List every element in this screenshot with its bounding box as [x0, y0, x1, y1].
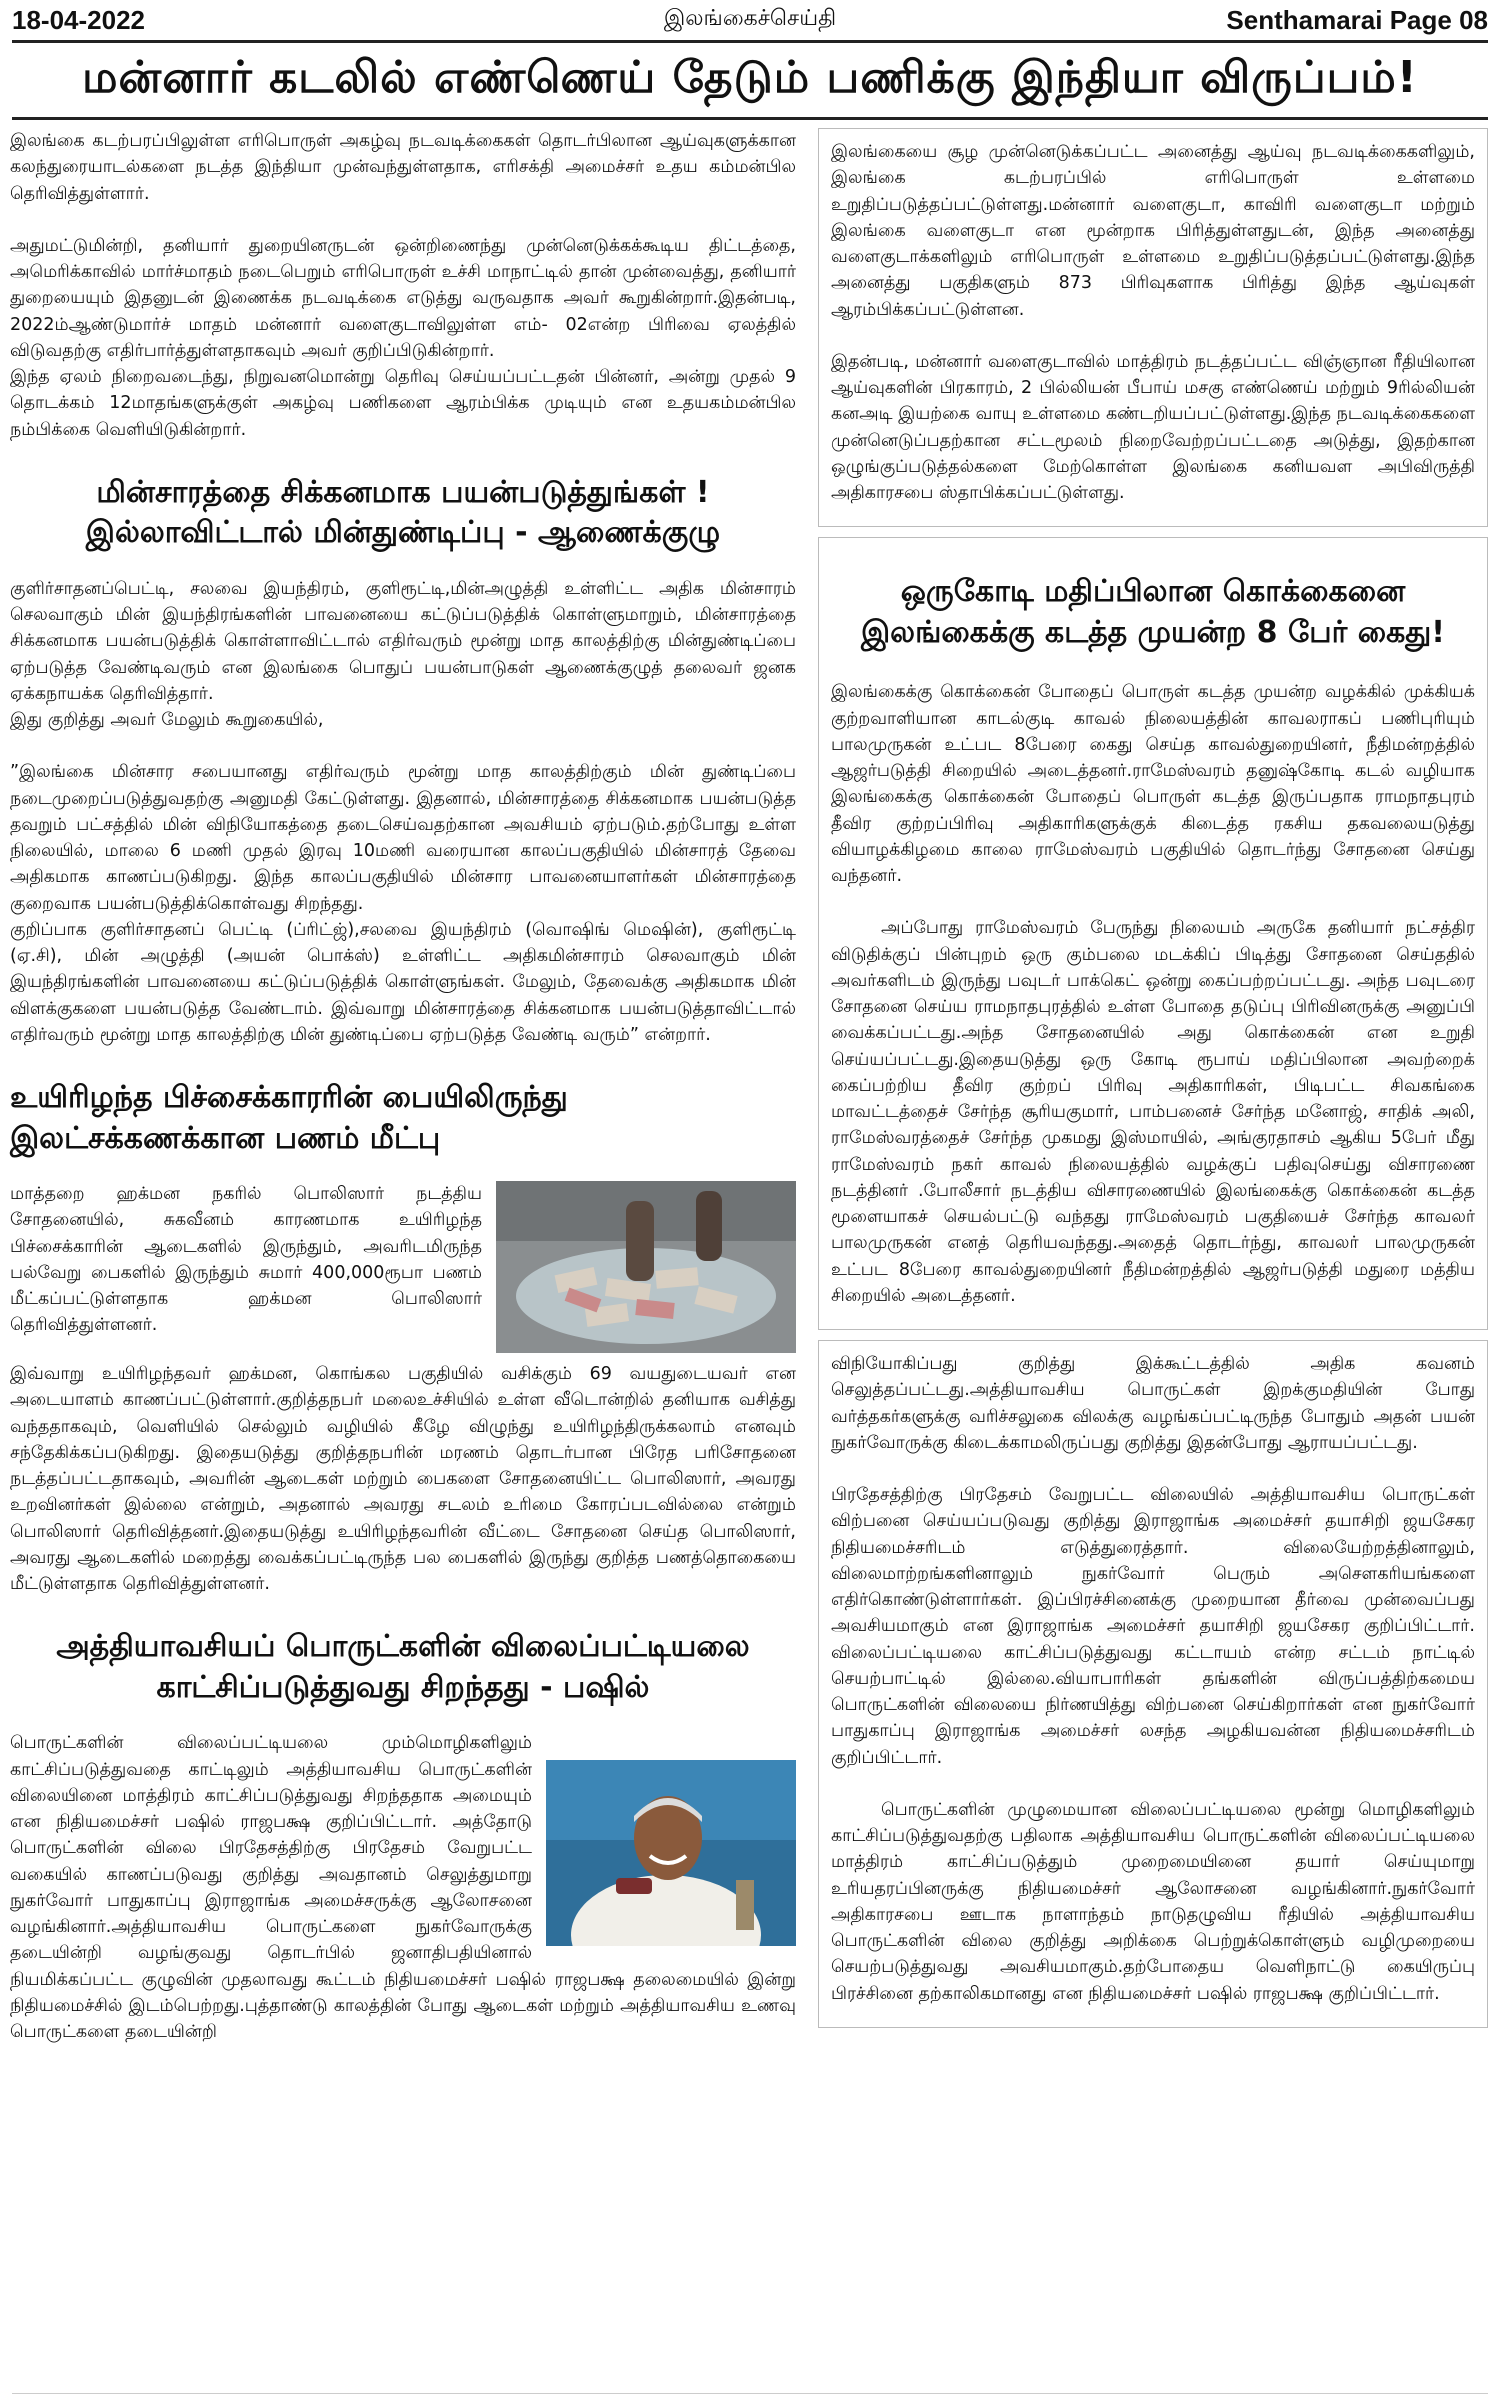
article-electricity [10, 473, 796, 1048]
article-title [10, 1078, 796, 1159]
article-paragraph: மாத்தறை ஹக்மன நகரில் பொலிஸார் நடத்திய சோதனையில், சுகவீனம் காரணமாக உயிரிழந்த பிச்சைக்காரின் ஆடைகளில் இருந்தும், அவரிடமிருந்த பல்வேறு பைகளில் இருந்தும் சுமார் 400,000ரூபா பணம் மீட்கப்பட்டுள்ளதாக ஹக்மன பொலிஸார் தெரிவித்துள்ளனர். [10, 1184, 482, 1336]
article-paragraph: இலங்கை கடற்பரப்பிலுள்ள எரிபொருள் அகழ்வு நடவடிக்கைகள் தொடர்பிலான ஆய்வுகளுக்கான கலந்துரையாடல்களை நடத்த இந்தியா முன்வந்துள்ளதாக, எரிசக்தி அமைச்சர் உதய கம்மன்பில தெரிவித்துள்ளார். [10, 131, 796, 204]
headline-text: மன்னார் கடலில் எண்ணெய் தேடும் பணிக்கு இந்தியா விருப்பம்! [82, 51, 1418, 103]
article-paragraph: அப்போது ராமேஸ்வரம் பேருந்து நிலையம் அருகே தனியார் நட்சத்திர விடுதிக்குப் பின்புறம் ஒரு கும்பலை மடக்கிப் பிடித்து சோதனை செய்ததில் அவர்களிடம் இருந்து பவுடர் பாக்கெட் ஒன்று கைப்பற்றப்பட்டது. அந்த பவுடரை சோதனை செய்ய ராமநாதபுரத்தில் உள்ள போதை தடுப்பு பிரிவினருக்கு அனுப்பி வைக்கப்பட்டது.அந்த சோதனையில் அது கொக்கைன் என உறுதி செய்யப்பட்டது.இதையடுத்து ஒரு கோடி ரூபாய் மதிப்பிலான அவற்றைக் கைப்பற்றிய தீவிர குற்றப் பிரிவு அதிகாரிகள், பிடிபட்ட சிவகங்கை மாவட்டத்தைச் சேர்ந்த சூரியகுமார், பாம்பனைச் சேர்ந்த மனோஜ், சாதிக் அலி, ராமேஸ்வரத்தைச் சேர்ந்த முகமது இஸ்மாயில், அங்குரதாசம் ஆகிய 5பேர் மீது ராமேஸ்வரம் நகர் காவல் நிலையத்தில் வழக்குப் பதிவுசெய்து விசாரணை நடத்தினர் .போலீசார் நடத்திய விசாரணையில் இலங்கைக்கு கொக்கைன் கடத்த மூளையாகச் செயல்பட்டு வந்தது ராமேஸ்வரம் பகுதியைச் சேர்ந்த காவலர் பாலமுருகன் எனத் தெரியவந்தது.அதைத் தொடர்ந்து, காவலர் பாலமுருகன் உட்பட 8பேரை காவல்துறையினர் நீதிமன்றத்தில் ஆஜர்படுத்தி மதுரை மத்திய சிறையில் அடைத்தனர். [831, 918, 1475, 1306]
article-title [10, 473, 796, 554]
article-paragraph: பொருட்களின் விலைப்பட்டியலை மும்மொழிகளிலும் காட்சிப்படுத்துவதை காட்டிலும் அத்தியாவசிய பொருட்களின் விலையினை மாத்திரம் காட்சிப்படுத்துவது சிறந்ததாக அமையும் என நிதியமைச்சர் பஷில் ராஜபக்ஷ குறிப்பிட்டார். அத்தோடு பொருட்களின் விலை பிரதேசத்திற்கு பிரதேசம் வேறுபட்ட வகையில் காணப்படுவது குறித்து அவதானம் செலுத்துமாறு நுகர்வோர் பாதுகாப்பு இராஜாங்க அமைச்சருக்கு ஆலோசனை வழங்கினார்.அத்தியாவசிய பொருட்களை நுகர்வோருக்கு தடையின்றி வழங்குவது தொடர்பில் ஜனாதிபதியினால் நியமிக்கப்பட்ட குழுவின் முதலாவது கூட்டம் நிதியமைச்சர் பஷில் ராஜபக்ஷ தலைமையில் இன்று நிதியமைச்சில் இடம்பெற்றது.புத்தாண்டு காலத்தின் போது ஆடைகள் மற்றும் அத்தியாவசிய உணவு பொருட்களை தடையின்றி [10, 1733, 796, 2042]
title-line: இல்லாவிட்டால் மின்துண்டிப்பு - ஆணைக்குழு [85, 515, 721, 551]
main-headline [12, 43, 1488, 120]
article-title [831, 572, 1475, 653]
cocaine-article-box [818, 537, 1488, 1330]
oil-exploration-continued-box [818, 128, 1488, 527]
article-title [10, 1627, 796, 1708]
title-line: மின்சாரத்தை சிக்கனமாக பயன்படுத்துங்கள் ! [96, 474, 710, 510]
page-label: Senthamarai Page 08 [1226, 4, 1488, 35]
article-paragraph: இலங்கைக்கு கொக்கைன் போதைப் பொருள் கடத்த முயன்ற வழக்கில் முக்கியக் குற்றவாளியான காடல்குடி காவல் நிலையத்தின் காவலராகப் பணிபுரியும் பாலமுருகன் உட்பட 8பேரை கைது செய்த காவல்துறையினர், நீதிமன்றத்தில் ஆஜர்படுத்தி சிறையில் அடைத்தனர்.ராமேஸ்வரம் தனுஷ்கோடி கடல் வழியாக இலங்கைக்கு கொக்கைன் போதைப் பொருள் கடத்த இருப்பதாக ராமநாதபுரம் தீவிர குற்றப்பிரிவு அதிகாரிகளுக்குக் கிடைத்த ரகசிய தகவலையடுத்து வியாழக்கிழமை காலை ராமேஸ்வரம் பகுதியில் தொடர்ந்து சோதனை செய்து வந்தனர். [831, 682, 1475, 886]
article-paragraph: பிரதேசத்திற்கு பிரதேசம் வேறுபட்ட விலையில் அத்தியாவசிய பொருட்கள் விற்பனை செய்யப்படுவது குறித்து இராஜாங்க அமைச்சர் தயாசிறி ஜயசேகர நிதியமைச்சரிடம் எடுத்துரைத்தார். விலையேற்றத்தினாலும், விலைமாற்றங்களினாலும் நுகர்வோர் பெரும் அசௌகரியங்களை எதிர்கொண்டுள்ளார்கள். இப்பிரச்சினைக்கு முறையான தீர்வை முன்வைப்பது அவசியமாகும் என இராஜாங்க அமைச்சர் தயாசிறி ஜயசேகர குறிப்பிட்டார். விலைப்பட்டியலை காட்சிப்படுத்துவது கட்டாயம் என்ற சட்டம் நாட்டில் செயற்பாட்டில் இல்லை.வியாபாரிகள் தங்களின் விருப்பத்திற்கமைய பொருட்களின் விலையை நிர்ணயித்து விற்பனை செய்கிறார்கள் என நுகர்வோர் பாதுகாப்பு இராஜாங்க அமைச்சர் லசந்த அழகியவன்ன நிதியமைச்சரிடம் குறிப்பிட்டார். [831, 1485, 1475, 1768]
title-line: இலங்கைக்கு கடத்த முயன்ற 8 பேர் கைது! [861, 614, 1445, 650]
article-columns [10, 128, 1490, 2059]
article-oil-exploration [10, 128, 796, 443]
article-paragraph: குளிர்சாதனப்பெட்டி, சலவை இயந்திரம், குளிரூட்டி,மின்அழுத்தி உள்ளிட்ட அதிக மின்சாரம் செலவாகும் மின் இயந்திரங்களின் பாவனையை கட்டுப்படுத்திக் கொள்ளுமாறும், மின்சாரத்தை சிக்கனமாக பயன்படுத்திக் கொள்ளாவிட்டால் எதிர்வரும் மூன்று மாத காலத்திற்கு மின்துண்டிப்பை ஏற்படுத்த வேண்டிவரும் என இலங்கை பொதுப் பயன்பாடுகள் ஆணைக்குழுத் தலைவர் ஜனக ஏக்கநாயக்க தெரிவித்தார். [10, 578, 796, 704]
article-beggar-money [10, 1078, 796, 1597]
article-paragraph: விநியோகிப்பது குறித்து இக்கூட்டத்தில் அதிக கவனம் செலுத்தப்பட்டது.அத்தியாவசிய பொருட்கள் இறக்குமதியின் போது வர்த்தகர்களுக்கு வரிச்சலுகை விலக்கு வழங்கப்பட்டிருந்த போதும் அதன் பயன் நுகர்வோருக்கு கிடைக்காமலிருப்பது குறித்து இதன்போது ஆராயப்பட்டது. [831, 1354, 1475, 1453]
right-column [818, 128, 1488, 2059]
article-paragraph: இவ்வாறு உயிரிழந்தவர் ஹக்மன, கொங்கல பகுதியில் வசிக்கும் 69 வயதுடையவர் என அடையாளம் காணப்பட்டுள்ளார்.குறித்தநபர் மலைஉச்சியில் உள்ள வீடொன்றில் தனியாக வசித்து வந்ததாகவும், வெளியில் செல்லும் வழியில் கீழே விழுந்து உயிரிழந்திருக்கலாம் எனவும் சந்தேகிக்கப்படுகிறது. இதையடுத்து குறித்தநபரின் மரணம் தொடர்பான பிரேத பரிசோதனை நடத்தப்பட்டதாகவும், அவரின் ஆடைகள் மற்றும் பைகளை சோதனையிட்ட பொலிஸார், அவரது உறவினர்கள் இல்லை என்றும், அதனால் அவரது சடலம் உரிமை கோரப்படவில்லை என்றும் பொலிஸார் தெரிவித்தனர்.இதையடுத்து உயிரிழந்தவரின் வீட்டை சோதனை செய்த பொலிஸார், அவரது ஆடைகளில் மறைத்து வைக்கப்பட்டிருந்த பல பைகளில் இருந்து குறித்த பணத்தொகையை மீட்டுள்ளதாக தெரிவித்துள்ளனர். [10, 1364, 796, 1594]
article-paragraph: இலங்கையை சூழ முன்னெடுக்கப்பட்ட அனைத்து ஆய்வு நடவடிக்கைகளிலும், இலங்கை கடற்பரப்பில் எரிபொருள் உள்ளமை உறுதிப்படுத்தப்பட்டுள்ளது.மன்னார் வளைகுடா, காவிரி வளைகுடா மற்றும் இலங்கை வளைகுடா என மூன்றாக பிரித்துள்ளதுடன், இந்த அனைத்து வளைகுடாக்களிலும் எரிபொருள் உள்ளமை உறுதிப்படுத்தப்பட்டுள்ளது.இந்த அனைத்து பகுதிகளும் 873 பிரிவுகளாக பிரித்து இந்த ஆய்வுகள் ஆரம்பிக்கப்பட்டுள்ளன. [831, 142, 1475, 320]
article-price-list [10, 1627, 796, 2059]
title-line: இலட்சக்கணக்கான பணம் மீட்பு [10, 1120, 441, 1156]
title-line: அத்தியாவசியப் பொருட்களின் விலைப்பட்டியலை [56, 1629, 750, 1665]
article-body [10, 1181, 796, 1361]
title-line: ஒருகோடி மதிப்பிலான கொக்கைனை [900, 574, 1406, 610]
article-paragraph: குறிப்பாக குளிர்சாதனப் பெட்டி (ப்ரிட்ஜ்),சலவை இயந்திரம் (வொஷிங் மெஷின்), குளிரூட்டி (ஏ.சி), மின் அழுத்தி (அயன் பொக்ஸ்) உள்ளிட்ட அதிகமின்சாரம் செலவாகும் மின் இயந்திரங்களின் பாவனையை கட்டுப்படுத்திக் கொள்ளுங்கள். மேலும், தேவைக்கு அதிகமாக மின் விளக்குகளை பயன்படுத்த வேண்டாம். இவ்வாறு மின்சாரத்தை சிக்கனமாக பயன்படுத்தாவிட்டால் எதிர்வரும் மூன்று மாத காலத்திற்கு மின் துண்டிப்பை ஏற்படுத்த வேண்டி வரும்” என்றார். [10, 919, 796, 1045]
left-column [10, 128, 796, 2059]
article-paragraph: இந்த ஏலம் நிறைவடைந்து, நிறுவனமொன்று தெரிவு செய்யப்பட்டதன் பின்னர், அன்று முதல் 9 தொடக்கம் 12மாதங்களுக்குள் அகழ்வு பணிகளை ஆரம்பிக்க முடியும் என உதயகம்மன்பில நம்பிக்கை வெளியிடுகின்றார். [10, 367, 796, 440]
footer-rule [12, 2393, 1488, 2394]
article-paragraph: இதன்படி, மன்னார் வளைகுடாவில் மாத்திரம் நடத்தப்பட்ட விஞ்ஞான ரீதியிலான ஆய்வுகளின் பிரகாரம், 2 பில்லியன் பீபாய் மசகு எண்ணெய் மற்றும் 9ரில்லியன் கனஅடி இயற்கை வாயு உள்ளமை கண்டறியப்பட்டுள்ளது.இந்த நடவடிக்கைகளை முன்னெடுப்பதற்கான சட்டமூலம் நிறைவேற்றப்பட்டதை அடுத்து, இதற்கான ஒழுங்குப்படுத்தல்களை மேற்கொள்ள இலங்கை கனியவள அபிவிருத்தி அதிகாரசபை ஸ்தாபிக்கப்பட்டுள்ளது. [831, 351, 1475, 503]
money-photo [496, 1181, 796, 1353]
article-paragraph: ”இலங்கை மின்சார சபையானது எதிர்வரும் மூன்று மாத காலத்திற்கும் மின் துண்டிப்பை நடைமுறைப்படுத்துவதற்கு அனுமதி கேட்டுள்ளது. இதனால், மின்சாரத்தை சிக்கனமாக பயன்படுத்த தவறும் பட்சத்தில் மின் விநியோகத்தை தடைசெய்வதற்கான அவசியம் ஏற்படும்.தற்போது உள்ள நிலையில், மாலை 6 மணி முதல் இரவு 10மணி வரையான காலப்பகுதியில் மின்சாரத் தேவை அதிகமாக காணப்படுகிறது. இந்த காலப்பகுதியில் மின்சார பாவனையாளர்கள் மின்சாரத்தை குறைவாக பயன்படுத்திக்கொள்வது சிறந்தது. [10, 762, 796, 914]
paper-name: இலங்கைச்செய்தி [663, 6, 837, 31]
title-line: உயிரிழந்த பிச்சைக்காரரின் பையிலிருந்து [10, 1080, 568, 1115]
title-line: காட்சிப்படுத்துவது சிறந்தது - பஷில் [156, 1669, 650, 1705]
issue-date: 18-04-2022 [12, 4, 145, 35]
page-header [12, 0, 1488, 43]
article-body [10, 1730, 796, 2059]
price-list-continued-box [818, 1340, 1488, 2028]
article-paragraph: இது குறித்து அவர் மேலும் கூறுகையில், [10, 710, 324, 730]
article-paragraph: அதுமட்டுமின்றி, தனியார் துறையினருடன் ஒன்றிணைந்து முன்னெடுக்கக்கூடிய திட்டத்தை, அமெரிக்காவில் மார்ச்மாதம் நடைபெறும் எரிபொருள் உச்சி மாநாட்டில் தான் முன்வைத்து, தனியார் துறையையும் இதனுடன் இணைக்க நடவடிக்கை எடுத்து வருவதாக அவர் கூறுகின்றார்.இதன்படி, 2022ம்ஆண்டுமார்ச் மாதம் மன்னார் வளைகுடாவிலுள்ள எம்- 02என்ற பிரிவை ஏலத்தில் விடுவதற்கு எதிர்பார்த்துள்ளதாகவும் அவர் குறிப்பிடுகின்றார். [10, 235, 796, 361]
article-paragraph: பொருட்களின் முழுமையான விலைப்பட்டியலை மூன்று மொழிகளிலும் காட்சிப்படுத்துவதற்கு பதிலாக அத்தியாவசிய பொருட்களின் விலைப்பட்டியலை மாத்திரம் காட்சிப்படுத்தும் முறைமையினை தயார் செய்யுமாறு உரியதரப்பினருக்கு நிதியமைச்சர் ஆலோசனை வழங்கினார்.நுகர்வோர் அதிகாரசபை ஊடாக நாளாந்தம் நாடுதழுவிய ரீதியில் அத்தியாவசிய பொருட்களின் விலை குறித்து அறிக்கை பெற்றுக்கொள்ளும் வழிமுறையை செயற்படுத்துவது அவசியமாகும்.தற்போதைய வெளிநாட்டு கையிருப்பு பிரச்சினை தற்காலிகமானது என நிதியமைச்சர் பஷில் ராஜபக்ஷ குறிப்பிட்டார். [831, 1799, 1475, 2004]
minister-photo [546, 1760, 796, 1946]
